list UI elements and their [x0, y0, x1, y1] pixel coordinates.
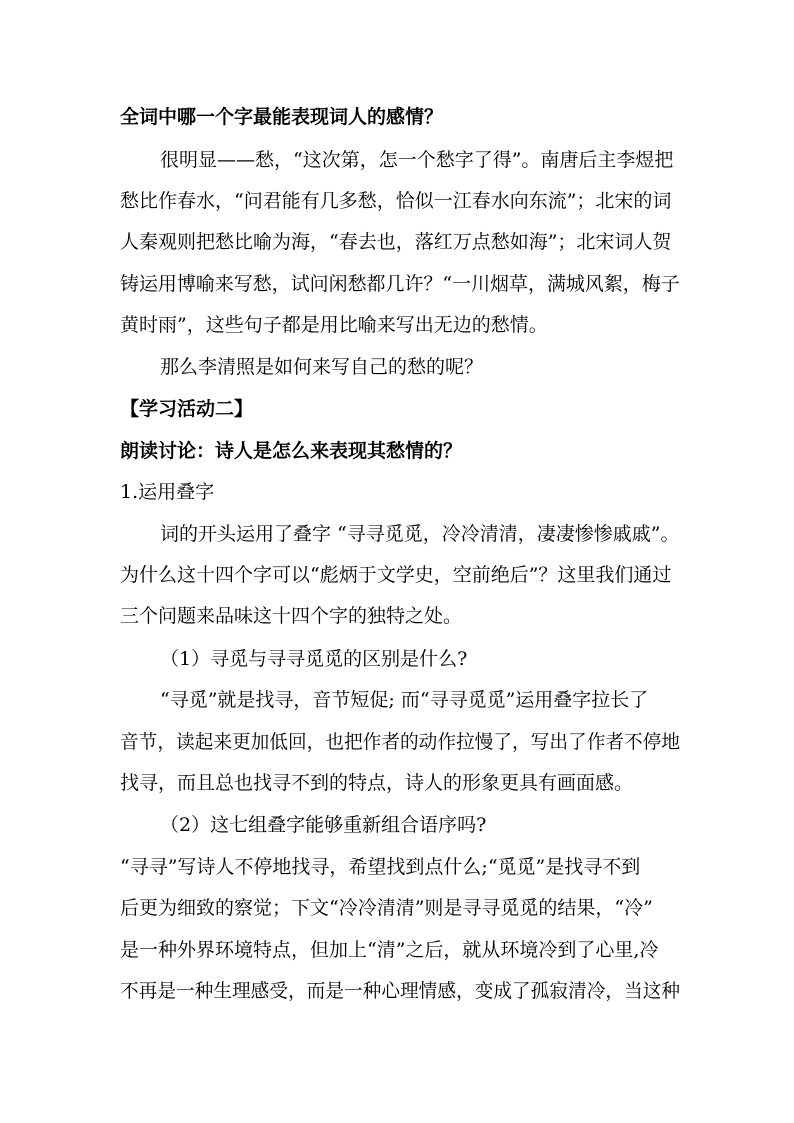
- question-item: （1）寻觅与寻寻觅觅的区别是什么?: [160, 648, 468, 670]
- subsection-heading: 1.运用叠字: [120, 481, 215, 503]
- paragraph-line: 找寻，而且总也找寻不到的特点，诗人的形象更具有画面感。: [120, 772, 634, 794]
- paragraph-line: “寻觅”就是找寻，音节短促; 而“寻寻觅觅”运用叠字拉长了: [160, 689, 649, 711]
- paragraph-line: 那么李清照是如何来写自己的愁的呢？: [160, 356, 484, 378]
- paragraph-line: 为什么这十四个字可以“彪炳于文学史，空前绝后”？这里我们通过: [120, 564, 672, 586]
- paragraph-line: 是一种外界环境特点，但加上“清”之后，就从环境冷到了心里,冷: [120, 939, 659, 961]
- paragraph-line: 愁比作春水，“问君能有几多愁，恰似一江春水向东流”；北宋的词: [120, 190, 672, 212]
- paragraph-line: “寻寻”写诗人不停地找寻，希望找到点什么;“觅觅”是找寻不到: [120, 856, 641, 878]
- section-heading: 【学习活动二】: [120, 398, 254, 420]
- paragraph-line: 词的开头运用了叠字 “寻寻觅觅，冷冷清清，凄凄惨惨戚戚”。: [160, 523, 680, 545]
- question-heading: 全词中哪一个字最能表现词人的感情？: [120, 106, 444, 128]
- paragraph-line: 后更为细致的察觉；下文“冷冷清清”则是寻寻觅觅的结果，“冷”: [120, 897, 653, 919]
- paragraph-line: 铸运用博喻来写愁，试问闲愁都几许？“一川烟草，满城风絮，梅子: [120, 273, 680, 295]
- question-item: （2）这七组叠字能够重新组合语序吗?: [160, 814, 487, 836]
- paragraph-line: 不再是一种生理感受，而是一种心理情感，变成了孤寂清冷，当这种: [120, 980, 681, 1002]
- paragraph-line: 很明显——愁，“这次第，怎一个愁字了得”。南唐后主李煜把: [160, 149, 674, 171]
- paragraph-line: 三个问题来品味这十四个字的独特之处。: [120, 605, 463, 627]
- paragraph-line: 人秦观则把愁比喻为海，“春去也，落红万点愁如海”；北宋词人贺: [120, 231, 672, 253]
- discussion-heading: 朗读讨论：诗人是怎么来表现其愁情的？: [120, 440, 463, 462]
- paragraph-line: 音节，读起来更加低回，也把作者的动作拉慢了，写出了作者不停地: [120, 731, 681, 753]
- paragraph-line: 黄时雨”，这些句子都是用比喻来写出无边的愁情。: [120, 314, 548, 336]
